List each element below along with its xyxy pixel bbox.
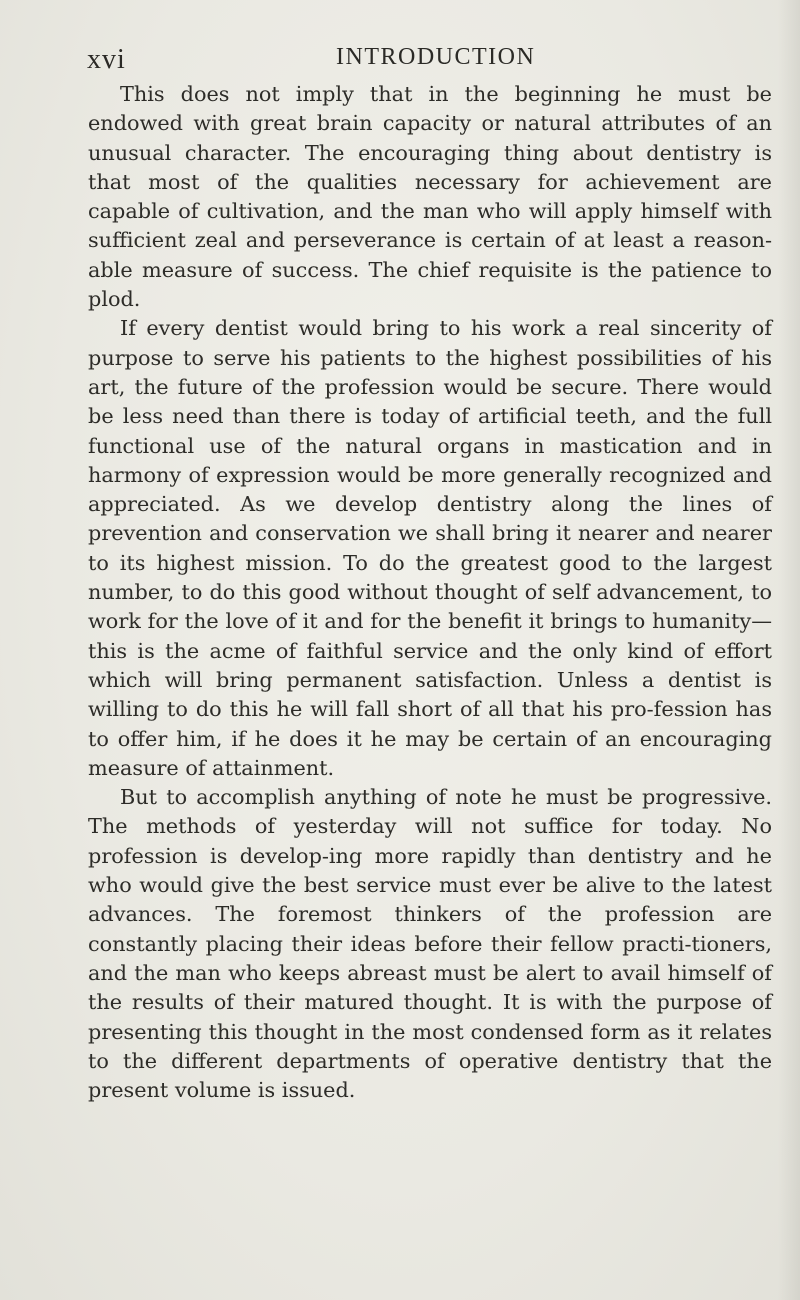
- body-text: [88, 80, 772, 1105]
- paragraph-2: If every dentist would bring to his work a real sincerity of purpose to serve his patients to the highest possibilities of his art, the future of the profession would be secure. There would be less need than there is today of artificial teeth, and the full functional use of the natural organs in mastication and in harmony of expression would be more generally recognized and appreciated. As we develop dentistry along the lines of prevention and conservation we shall bring it nearer and nearer to its highest mission. To do the greatest good to the largest number, to do this good without thought of self advancement, to work for the love of it and for the benefit it brings to humanity—this is the acme of faithful service and the only kind of effort which will bring permanent satisfaction. Unless a dentist is willing to do this he will fall short of all that his pro-fession has to offer him, if he does it he may be certain of an encouraging measure of attainment.: [88, 316, 772, 780]
- page-header: [0, 40, 800, 80]
- page-edge-shadow: [778, 0, 800, 1300]
- running-head: INTRODUCTION: [336, 44, 536, 70]
- paragraph-1: This does not imply that in the beginning he must be endowed with great brain capacity or natural attributes of an unusual character. The encouraging thing about dentistry is that most of the qualities necessary for achievement are capable of cultivation, and the man who will apply himself with sufficient zeal and perseverance is certain of at least a reason-able measure of success. The chief requisite is the patience to plod.: [88, 82, 772, 312]
- paragraph-3: But to accomplish anything of note he must be progressive. The methods of yesterday will not suffice for today. No profession is develop-ing more rapidly than dentistry and he who would give the best service must ever be alive to the latest advances. The foremost thinkers of the profession are constantly placing their ideas before their fellow practi-tioners, and the man who keeps abreast must be alert to avail himself of the results of their matured thought. It is with the purpose of presenting this thought in the most condensed form as it relates to the different departments of operative dentistry that the present volume is issued.: [88, 785, 772, 1103]
- page-number: xvi: [87, 44, 126, 75]
